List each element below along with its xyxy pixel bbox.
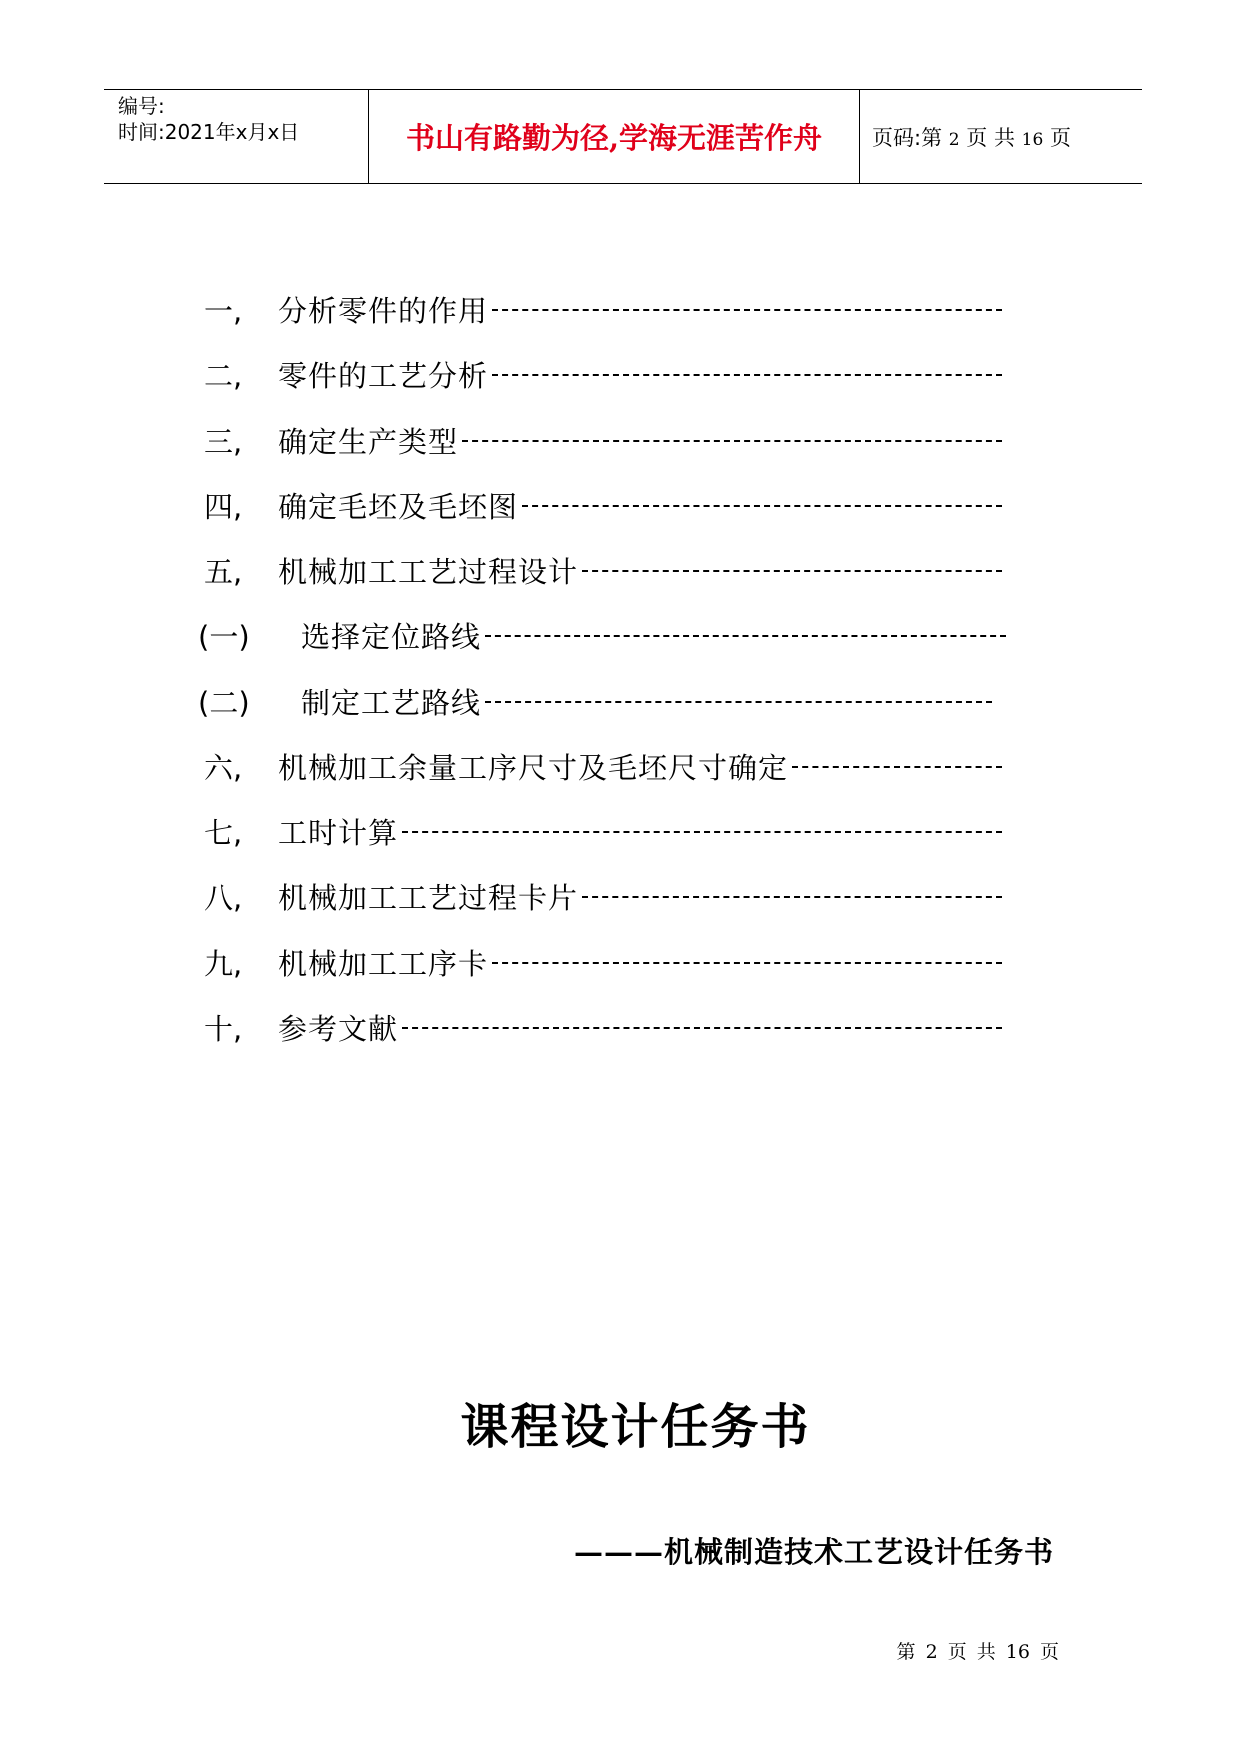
toc-leader-line — [402, 831, 1002, 833]
toc-leader-line — [582, 896, 1002, 898]
page-suffix: 页 — [1049, 125, 1071, 150]
toc-entry-number: 五, — [204, 554, 243, 589]
toc-entry-title: 机械加工余量工序尺寸及毛坯尺寸确定 — [278, 750, 789, 785]
page-current: 2 — [948, 129, 960, 150]
toc-subentry[interactable] — [198, 613, 1006, 657]
toc-leader-line — [402, 1027, 1002, 1029]
toc-entry-title: 机械加工工序卡 — [278, 946, 489, 981]
toc-leader-line — [485, 635, 1006, 637]
document-subtitle: ———机械制造技术工艺设计任务书 — [573, 1535, 1054, 1569]
page-prefix: 页码:第 — [872, 125, 943, 150]
header-motto: 书山有路勤为径,学海无涯苦作舟 — [405, 121, 823, 155]
page-middle: 页 共 — [966, 125, 1015, 150]
toc-entry[interactable] — [204, 1005, 1002, 1049]
page-footer: 第 2 页 共 16 页 — [896, 1641, 1059, 1663]
toc-leader-line — [792, 766, 1002, 768]
toc-entry[interactable] — [204, 874, 1002, 918]
toc-entry[interactable] — [204, 744, 1002, 788]
toc-leader-line — [582, 570, 1002, 572]
toc-entry-number: 十, — [204, 1011, 243, 1046]
toc-entry[interactable] — [204, 809, 1002, 853]
toc-entry[interactable] — [204, 483, 1002, 527]
toc-entry-title: 机械加工工艺过程卡片 — [278, 880, 579, 915]
toc-entry-number: 九, — [204, 946, 243, 981]
toc-entry-title: 确定生产类型 — [278, 424, 459, 459]
toc-entry-number: (二) — [198, 685, 250, 720]
page-total: 16 — [1021, 129, 1044, 150]
toc-entry-number: 三, — [204, 424, 243, 459]
toc-subentry[interactable] — [198, 679, 992, 723]
toc-entry[interactable] — [204, 352, 1002, 396]
toc-entry-number: 一, — [204, 293, 243, 328]
toc-entry-title: 制定工艺路线 — [301, 685, 482, 720]
toc-entry-number: 四, — [204, 489, 243, 524]
toc-leader-line — [492, 309, 1002, 311]
toc-entry-title: 机械加工工艺过程设计 — [278, 554, 579, 589]
toc-entry[interactable] — [204, 418, 1002, 462]
toc-leader-line — [522, 505, 1002, 507]
toc-entry-number: 六, — [204, 750, 243, 785]
toc-entry[interactable] — [204, 287, 1002, 331]
toc-leader-line — [462, 440, 1002, 442]
toc-entry-title: 零件的工艺分析 — [278, 358, 489, 393]
toc-entry-number: 二, — [204, 358, 243, 393]
toc-entry-number: 七, — [204, 815, 243, 850]
toc-entry[interactable] — [204, 548, 1002, 592]
document-title: 课程设计任务书 — [460, 1399, 811, 1455]
toc-entry-number: (一) — [198, 619, 250, 654]
toc-entry-title: 工时计算 — [278, 815, 399, 850]
toc-entry-title: 参考文献 — [278, 1011, 399, 1046]
toc-entry-number: 八, — [204, 880, 243, 915]
toc-entry-title: 选择定位路线 — [301, 619, 482, 654]
toc-entry[interactable] — [204, 940, 1002, 984]
document-time-label: 时间:2021年x月x日 — [118, 120, 300, 144]
toc-entry-title: 分析零件的作用 — [278, 293, 489, 328]
toc-leader-line — [492, 374, 1002, 376]
toc-leader-line — [485, 701, 992, 703]
toc-entry-title: 确定毛坯及毛坯图 — [278, 489, 519, 524]
document-number-label: 编号: — [118, 94, 165, 118]
toc-leader-line — [492, 962, 1002, 964]
